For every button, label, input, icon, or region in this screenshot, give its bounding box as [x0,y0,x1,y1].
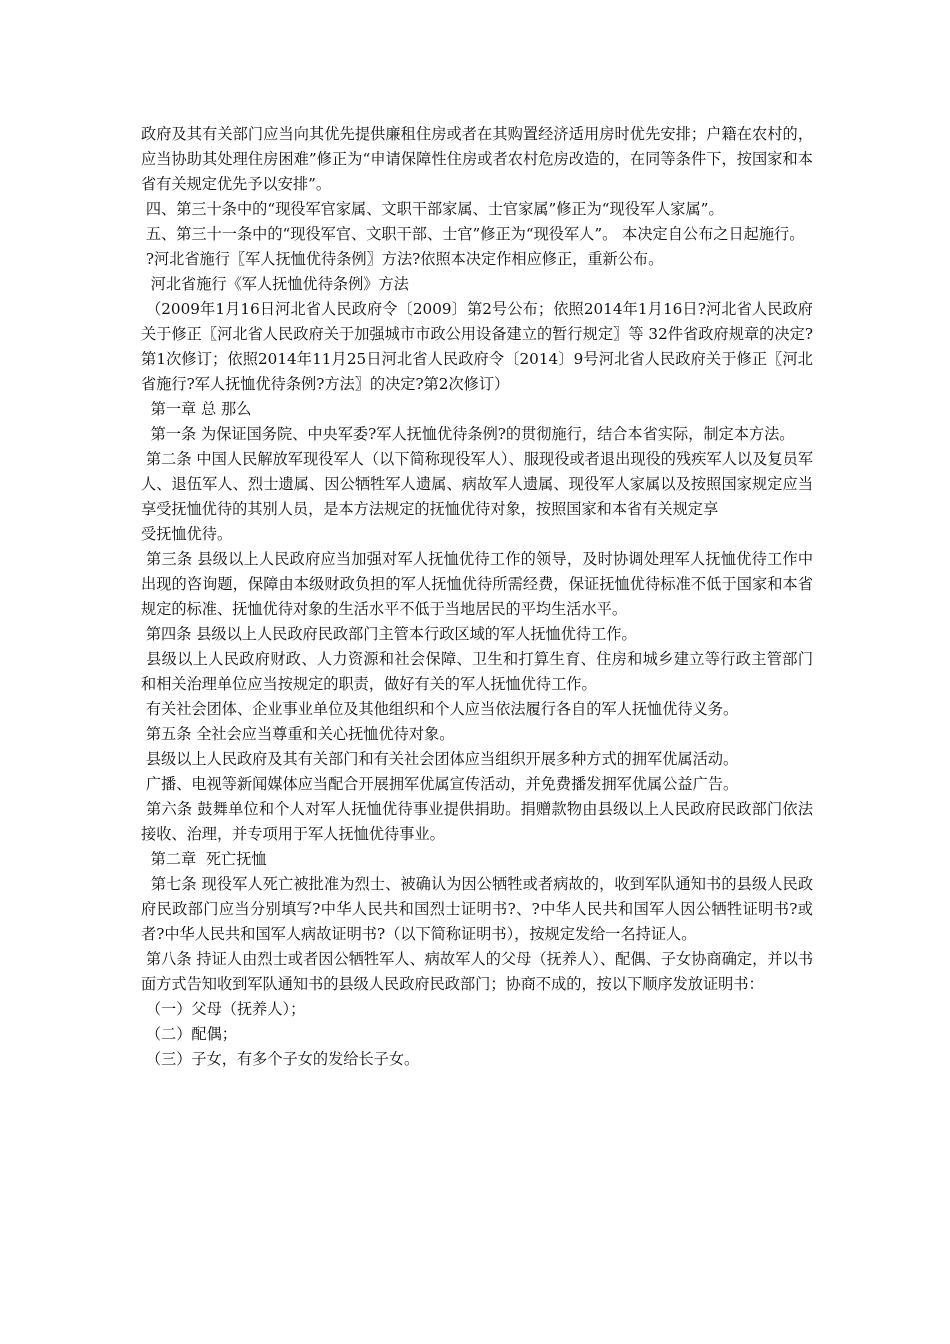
list-item: （二）配偶； [141,1025,237,1043]
paragraph: 有关社会团体、企业事业单位及其他组织和个人应当依法履行各自的军人抚恤优待义务。 [141,700,739,718]
list-item: （一）父母（抚养人）； [141,1000,306,1018]
document-title: 河北省施行《军人抚恤优待条例》方法 [141,275,409,293]
paragraph: 县级以上人民政府及其有关部门和有关社会团体应当组织开展多种方式的拥军优属活动。 [141,750,739,768]
paragraph: 县级以上人民政府财政、人力资源和社会保障、卫生和打算生育、住房和城乡建立等行政主管部门和相关治理单位应当按规定的职责，做好有关的军人抚恤优待工作。 [141,650,813,693]
chapter-heading: 第二章 死亡抚恤 [141,850,267,868]
paragraph: （2009年1月16日河北省人民政府令〔2009〕第2号公布；依照2014年1月16日?河北省人民政府关于修正〖河北省人民政府关于加强城市市政公用设备建立的暂行规定〗等 32件省政府规章的决定?第1次修订；依照2014年11月25日河北省人民政府令〔2014〕9号河北省人民政府关于修正〖河北省施行?军人抚恤优待条例?方法〗的决定?第2次修订） [141,300,813,393]
article: 第六条 鼓舞单位和个人对军人抚恤优待事业提供捐助。捐赠款物由县级以上人民政府民政部门依法接收、治理，并专项用于军人抚恤优待事业。 [141,800,814,843]
article: 第八条 持证人由烈士或者因公牺牲军人、病故军人的父母（抚养人）、配偶、子女协商确定，并以书面方式告知收到军队通知书的县级人民政府民政部门；协商不成的，按以下顺序发放证明书： [141,950,814,993]
paragraph: 四、第三十条中的“现役军官家属、文职干部家属、士官家属”修正为“现役军人家属”。 [141,200,724,218]
article: 第七条 现役军人死亡被批准为烈士、被确认为因公牺牲或者病故的，收到军队通知书的县级人民政府民政部门应当分别填写?中华人民共和国烈士证明书?、?中华人民共和国军人因公牺牲证明书?或者?中华人民共和国军人病故证明书?（以下简称证明书），按规定发给一名持证人。 [141,875,814,943]
paragraph: ?河北省施行〖军人抚恤优待条例〗方法?依照本决定作相应修正，重新公布。 [141,250,664,268]
article: 第四条 县级以上人民政府民政部门主管本行政区域的军人抚恤优待工作。 [141,625,637,643]
chapter-heading: 第一章 总 那么 [141,400,252,418]
article: 第三条 县级以上人民政府应当加强对军人抚恤优待工作的领导，及时协调处理军人抚恤优待工作中出现的咨询题，保障由本级财政负担的军人抚恤优待所需经费，保证抚恤优待标准不低于国家和本省规定的标准、抚恤优待对象的生活水平不低于当地居民的平均生活水平。 [141,550,814,618]
paragraph: 广播、电视等新闻媒体应当配合开展拥军优属宣传活动，并免费播发拥军优属公益广告。 [141,775,739,793]
list-item: （三）子女，有多个子女的发给长子女。 [141,1050,420,1068]
article: 第五条 全社会应当尊重和关心抚恤优待对象。 [141,725,455,743]
article: 第一条 为保证国务院、中央军委?军人抚恤优待条例?的贯彻施行，结合本省实际，制定本方法。 [141,425,795,443]
paragraph: 五、第三十一条中的“现役军官、文职干部、士官”修正为“现役军人”。 本决定自公布之日起施行。 [141,225,805,243]
paragraph: 政府及其有关部门应当向其优先提供廉租住房或者在其购置经济适用房时优先安排；户籍在农村的，应当协助其处理住房困难”修正为“申请保障性住房或者农村危房改造的，在同等条件下，按国家和本省有关规定优先予以安排”。 [141,125,813,193]
paragraph: 受抚恤优待。 [141,525,233,543]
document-body [141,122,813,1072]
article: 第二条 中国人民解放军现役军人（以下简称现役军人）、服现役或者退出现役的残疾军人以及复员军人、退伍军人、烈士遗属、因公牺牲军人遗属、病故军人遗属、现役军人家属以及按照国家规定应当享受抚恤优待的其别人员，是本方法规定的抚恤优待对象，按照国家和本省有关规定享 [141,450,814,518]
